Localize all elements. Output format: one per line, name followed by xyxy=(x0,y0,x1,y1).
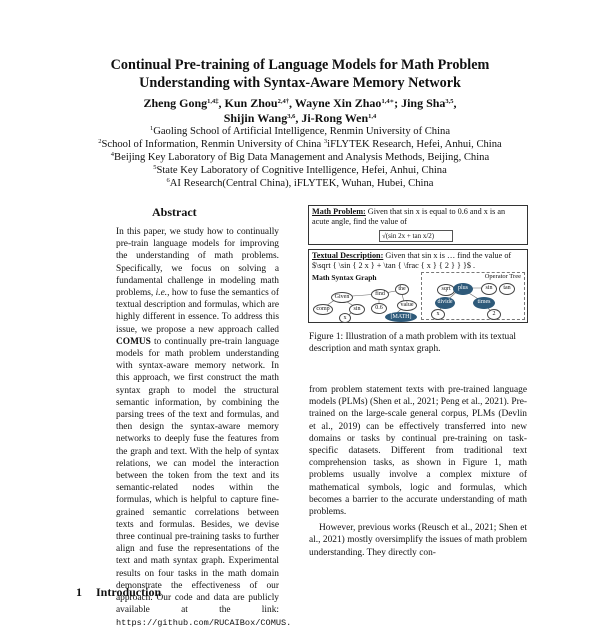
affiliation xyxy=(40,138,560,151)
author-sep: ; xyxy=(394,96,402,110)
intro-body xyxy=(309,384,527,559)
author-name: Wayne Xin Zhao xyxy=(294,96,382,110)
affil-text: State Key Laboratory of Cognitive Intelligence, Hefei, Anhui, China xyxy=(156,165,447,177)
math-problem-label: Math Problem: xyxy=(312,207,366,216)
author-sup: 1,4‡ xyxy=(207,98,219,105)
intro-paragraph: from problem statement texts with pre-trained language models (PLMs) (Shen et al., 2021; Peng et al., 2021). Pre-trained on the large-scale general corpus, PLMs (Devlin et al., 2019) can be effectively transferred into new domains or tasks by continual pre-training on task-specific datasets. Different from traditional text comprehension tasks, as shown in Figure 1, math problems usually involve a complex mixture of mathematical symbols, logic and formulas, which becomes a barrier to the accurate understanding of math problems. xyxy=(309,385,527,518)
affil-sup: 3 xyxy=(323,138,328,146)
tree-node: tan xyxy=(499,283,515,295)
section-heading xyxy=(76,585,175,600)
author-name: Zheng Gong xyxy=(143,96,208,110)
author-name: Kun Zhou xyxy=(224,96,278,110)
graph-node: sin xyxy=(349,304,365,315)
author-sup: 1,4 xyxy=(368,113,377,120)
textual-description-box xyxy=(308,249,528,323)
affil-sup: 6 xyxy=(166,177,170,185)
desc-label: Textual Description: xyxy=(312,251,384,260)
abstract-method-name: COMUS xyxy=(116,336,151,347)
author-list xyxy=(40,96,560,126)
author-name: Jing Sha xyxy=(401,96,446,110)
abstract-text: , how to fuse the semantics of textual description and formulas, which are highly different in essence. To address this issue, we propose a new approach called xyxy=(116,288,279,335)
graph-node: [MATH] xyxy=(385,312,417,322)
graph-node: find xyxy=(371,289,389,300)
affil-text: Beijing Key Laboratory of Big Data Management and Analysis Methods, Beijing, China xyxy=(114,152,490,164)
affil-text: AI Research(Central China), iFLYTEK, Wuhan, Hubei, China xyxy=(169,178,434,190)
affiliation xyxy=(40,164,560,177)
graph-node: Given xyxy=(331,292,353,303)
tree-node: sin xyxy=(481,283,497,295)
figure-caption: Figure 1: Illustration of a math problem with its textual description and math syntax graph. xyxy=(309,332,516,355)
tree-node: x xyxy=(431,309,445,320)
author-name: Ji-Rong Wen xyxy=(301,111,369,125)
abstract-body xyxy=(116,226,292,629)
graph-node: x xyxy=(339,313,351,323)
author-sup: 3,5 xyxy=(445,98,454,105)
affil-text: School of Information, Renmin University of China xyxy=(101,139,324,151)
tree-node: plus xyxy=(453,283,473,295)
title-line-2: Understanding with Syntax-Aware Memory Network xyxy=(139,75,461,91)
author-name: Shijin Wang xyxy=(223,111,288,125)
author-sep: , xyxy=(453,96,457,110)
graph-node: comp xyxy=(313,304,333,315)
author-sep: , xyxy=(288,96,295,110)
tree-node: 2 xyxy=(487,309,501,320)
intro-paragraph: However, previous works (Reusch et al., 2021; Shen et al., 2021) mostly oversimplify the issues of math problem understanding. They directly con- xyxy=(309,523,527,558)
abstract-ie: i.e. xyxy=(155,288,168,299)
tree-label: Operator Tree xyxy=(484,273,521,280)
affiliation xyxy=(40,177,560,190)
section-title: Introduction xyxy=(96,585,162,599)
section-number: 1 xyxy=(76,585,82,599)
abstract-text: In this paper, we study how to continually pre-train language models for improving the understanding of math problems. Specifically, we focus on solving a fundamental challenge in modeling math problems, xyxy=(116,227,279,299)
graph-node: 0.6 xyxy=(371,303,387,314)
problem-formula: √(sin 2x + tan x/2) xyxy=(379,230,453,242)
affiliations xyxy=(40,125,560,190)
tree-node: times xyxy=(473,297,495,309)
graph-node: value xyxy=(397,300,417,311)
tree-node: divide xyxy=(435,297,455,309)
abstract-text: to continually pre-train language models for math problem understanding with syntax-aware memory network. In this approach, we first construct the math syntax graph to model the structural semantic information, by combining the parsing trees of the text and formulas, and then design the syntax-aware memory networks to deeply fuse the features from the graph and text. With the help of syntax relations, we can model the interaction between the token from the text and its semantic-related nodes within the formulas, which is helpful to capture fine-grained semantic correlations between texts and formulas. Besides, we devise three continual pre-training tasks to further align and fuse the representations of the text and math syntax graph. Experimental results on four tasks in the math domain demonstrate the effectiveness of our approach. Our code and data are publicly available at the link: xyxy=(116,336,279,616)
affiliation xyxy=(40,151,560,164)
title-line-1: Continual Pre-training of Language Models for Math Problem xyxy=(110,57,490,73)
paper-title xyxy=(40,56,560,92)
author-sep: , xyxy=(295,111,302,125)
affil-text: iFLYTEK Research, Hefei, Anhui, China xyxy=(327,139,502,151)
math-problem-box xyxy=(308,205,528,245)
abstract-heading: Abstract xyxy=(152,205,197,219)
figure-1 xyxy=(308,205,528,322)
desc-text: Given that sin x is … find the value of $\sqrt { \sin { 2 x } + \tan { \frac { x } { 2 } } }$ . xyxy=(312,251,512,270)
tree-node: sqrt xyxy=(437,284,455,296)
affil-sup: 1 xyxy=(149,125,154,132)
affil-sup: 5 xyxy=(153,164,157,172)
affil-sup: 4 xyxy=(110,151,115,159)
affiliation xyxy=(40,125,560,138)
graph-node: the xyxy=(395,284,409,295)
math-problem-text: Given that sin x is equal to 0.6 and x is an acute angle, find the value of xyxy=(312,207,506,226)
code-link[interactable]: https://github.com/RUCAIBox/COMUS. xyxy=(116,617,292,628)
affil-sup: 2 xyxy=(98,138,102,146)
author-sup: 3,6 xyxy=(287,113,296,120)
author-sup: 2,4† xyxy=(277,98,289,105)
graph-label: Math Syntax Graph xyxy=(312,273,377,282)
author-sup: 1,4∗ xyxy=(381,98,395,105)
affil-text: Gaoling School of Artificial Intelligence, Renmin University of China xyxy=(153,126,451,137)
author-sep: , xyxy=(218,96,225,110)
